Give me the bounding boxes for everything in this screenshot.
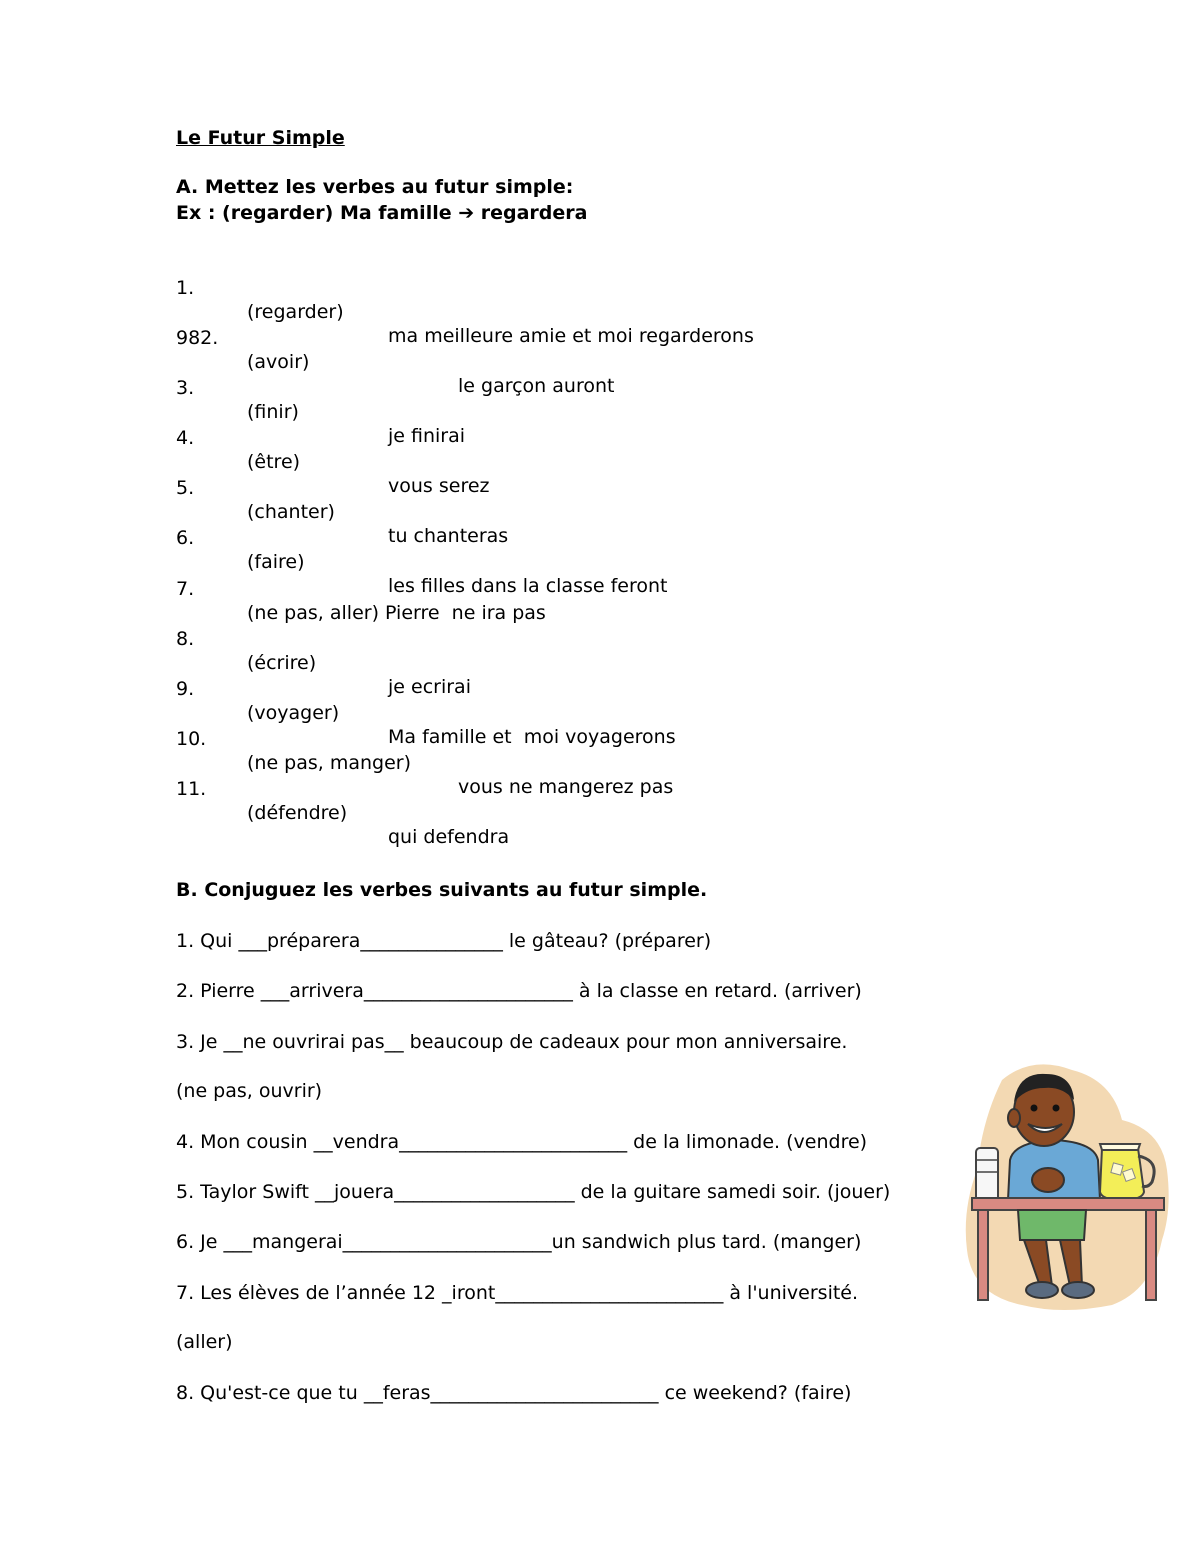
page-title: Le Futur Simple [176, 127, 345, 149]
exercise-b-line: 3. Je __ne ouvrirai pas__ beaucoup de cadeaux pour mon anniversaire. [176, 1031, 848, 1053]
item-number: 11. [176, 778, 207, 800]
arrow-right-icon: ➔ [458, 202, 475, 224]
item-answer: ma meilleure amie et moi regarderons [388, 325, 754, 347]
example-prefix: Ex : (regarder) Ma famille [176, 202, 459, 224]
item-answer: vous ne mangerez pas [458, 776, 674, 798]
exercise-b-line: 4. Mon cousin __vendra________________________ de la limonade. (vendre) [176, 1131, 868, 1153]
item-number: 6. [176, 527, 195, 549]
item-verb: (défendre) [247, 802, 348, 824]
item-verb: (voyager) [247, 702, 340, 724]
item-verb: (ne pas, aller) Pierre ne ira pas [247, 602, 546, 624]
example-answer: regardera [474, 202, 588, 224]
part-b-heading: B. Conjuguez les verbes suivants au futur simple. [176, 879, 708, 901]
exercise-b-line: 7. Les élèves de l’année 12 _iront________________________ à l'université. [176, 1282, 859, 1304]
item-verb: (faire) [247, 551, 305, 573]
item-number: 4. [176, 427, 195, 449]
item-answer: Ma famille et moi voyagerons [388, 726, 676, 748]
exercise-b-line: (aller) [176, 1331, 233, 1353]
item-number: 1. [176, 277, 195, 299]
boy-with-lemonade-icon [962, 1060, 1172, 1310]
exercise-b-line: (ne pas, ouvrir) [176, 1080, 323, 1102]
item-answer: les filles dans la classe feront [388, 575, 668, 597]
exercise-b-line: 6. Je ___mangerai______________________un sandwich plus tard. (manger) [176, 1231, 862, 1253]
item-number: 7. [176, 578, 195, 600]
item-verb: (ne pas, manger) [247, 752, 412, 774]
item-number: 9. [176, 678, 195, 700]
item-verb: (écrire) [247, 652, 317, 674]
item-answer: vous serez [388, 475, 490, 497]
item-number: 10. [176, 728, 207, 750]
exercise-a-item [176, 603, 976, 698]
item-answer: qui defendra [388, 826, 510, 848]
exercise-b-line: 8. Qu'est-ce que tu __feras________________________ ce weekend? (faire) [176, 1382, 852, 1404]
exercise-b-line: 5. Taylor Swift __jouera___________________ de la guitare samedi soir. (jouer) [176, 1181, 891, 1203]
item-answer: tu chanteras [388, 525, 509, 547]
item-verb: (avoir) [247, 351, 310, 373]
item-verb: (regarder) [247, 301, 344, 323]
item-verb: (être) [247, 451, 301, 473]
item-number: 3. [176, 377, 195, 399]
part-a-example [176, 201, 587, 225]
item-answer: je finirai [388, 425, 466, 447]
item-verb: (finir) [247, 401, 299, 423]
item-number: 8. [176, 628, 195, 650]
item-verb: (chanter) [247, 501, 335, 523]
exercise-b-line: 1. Qui ___préparera_______________ le gâteau? (préparer) [176, 930, 712, 952]
item-answer: je ecrirai [388, 676, 471, 698]
item-answer: le garçon auront [458, 375, 615, 397]
exercise-b-line: 2. Pierre ___arrivera______________________ à la classe en retard. (arriver) [176, 980, 862, 1002]
part-a-heading: A. Mettez les verbes au futur simple: [176, 176, 574, 198]
item-number: 5. [176, 477, 195, 499]
item-number: 982. [176, 327, 219, 349]
